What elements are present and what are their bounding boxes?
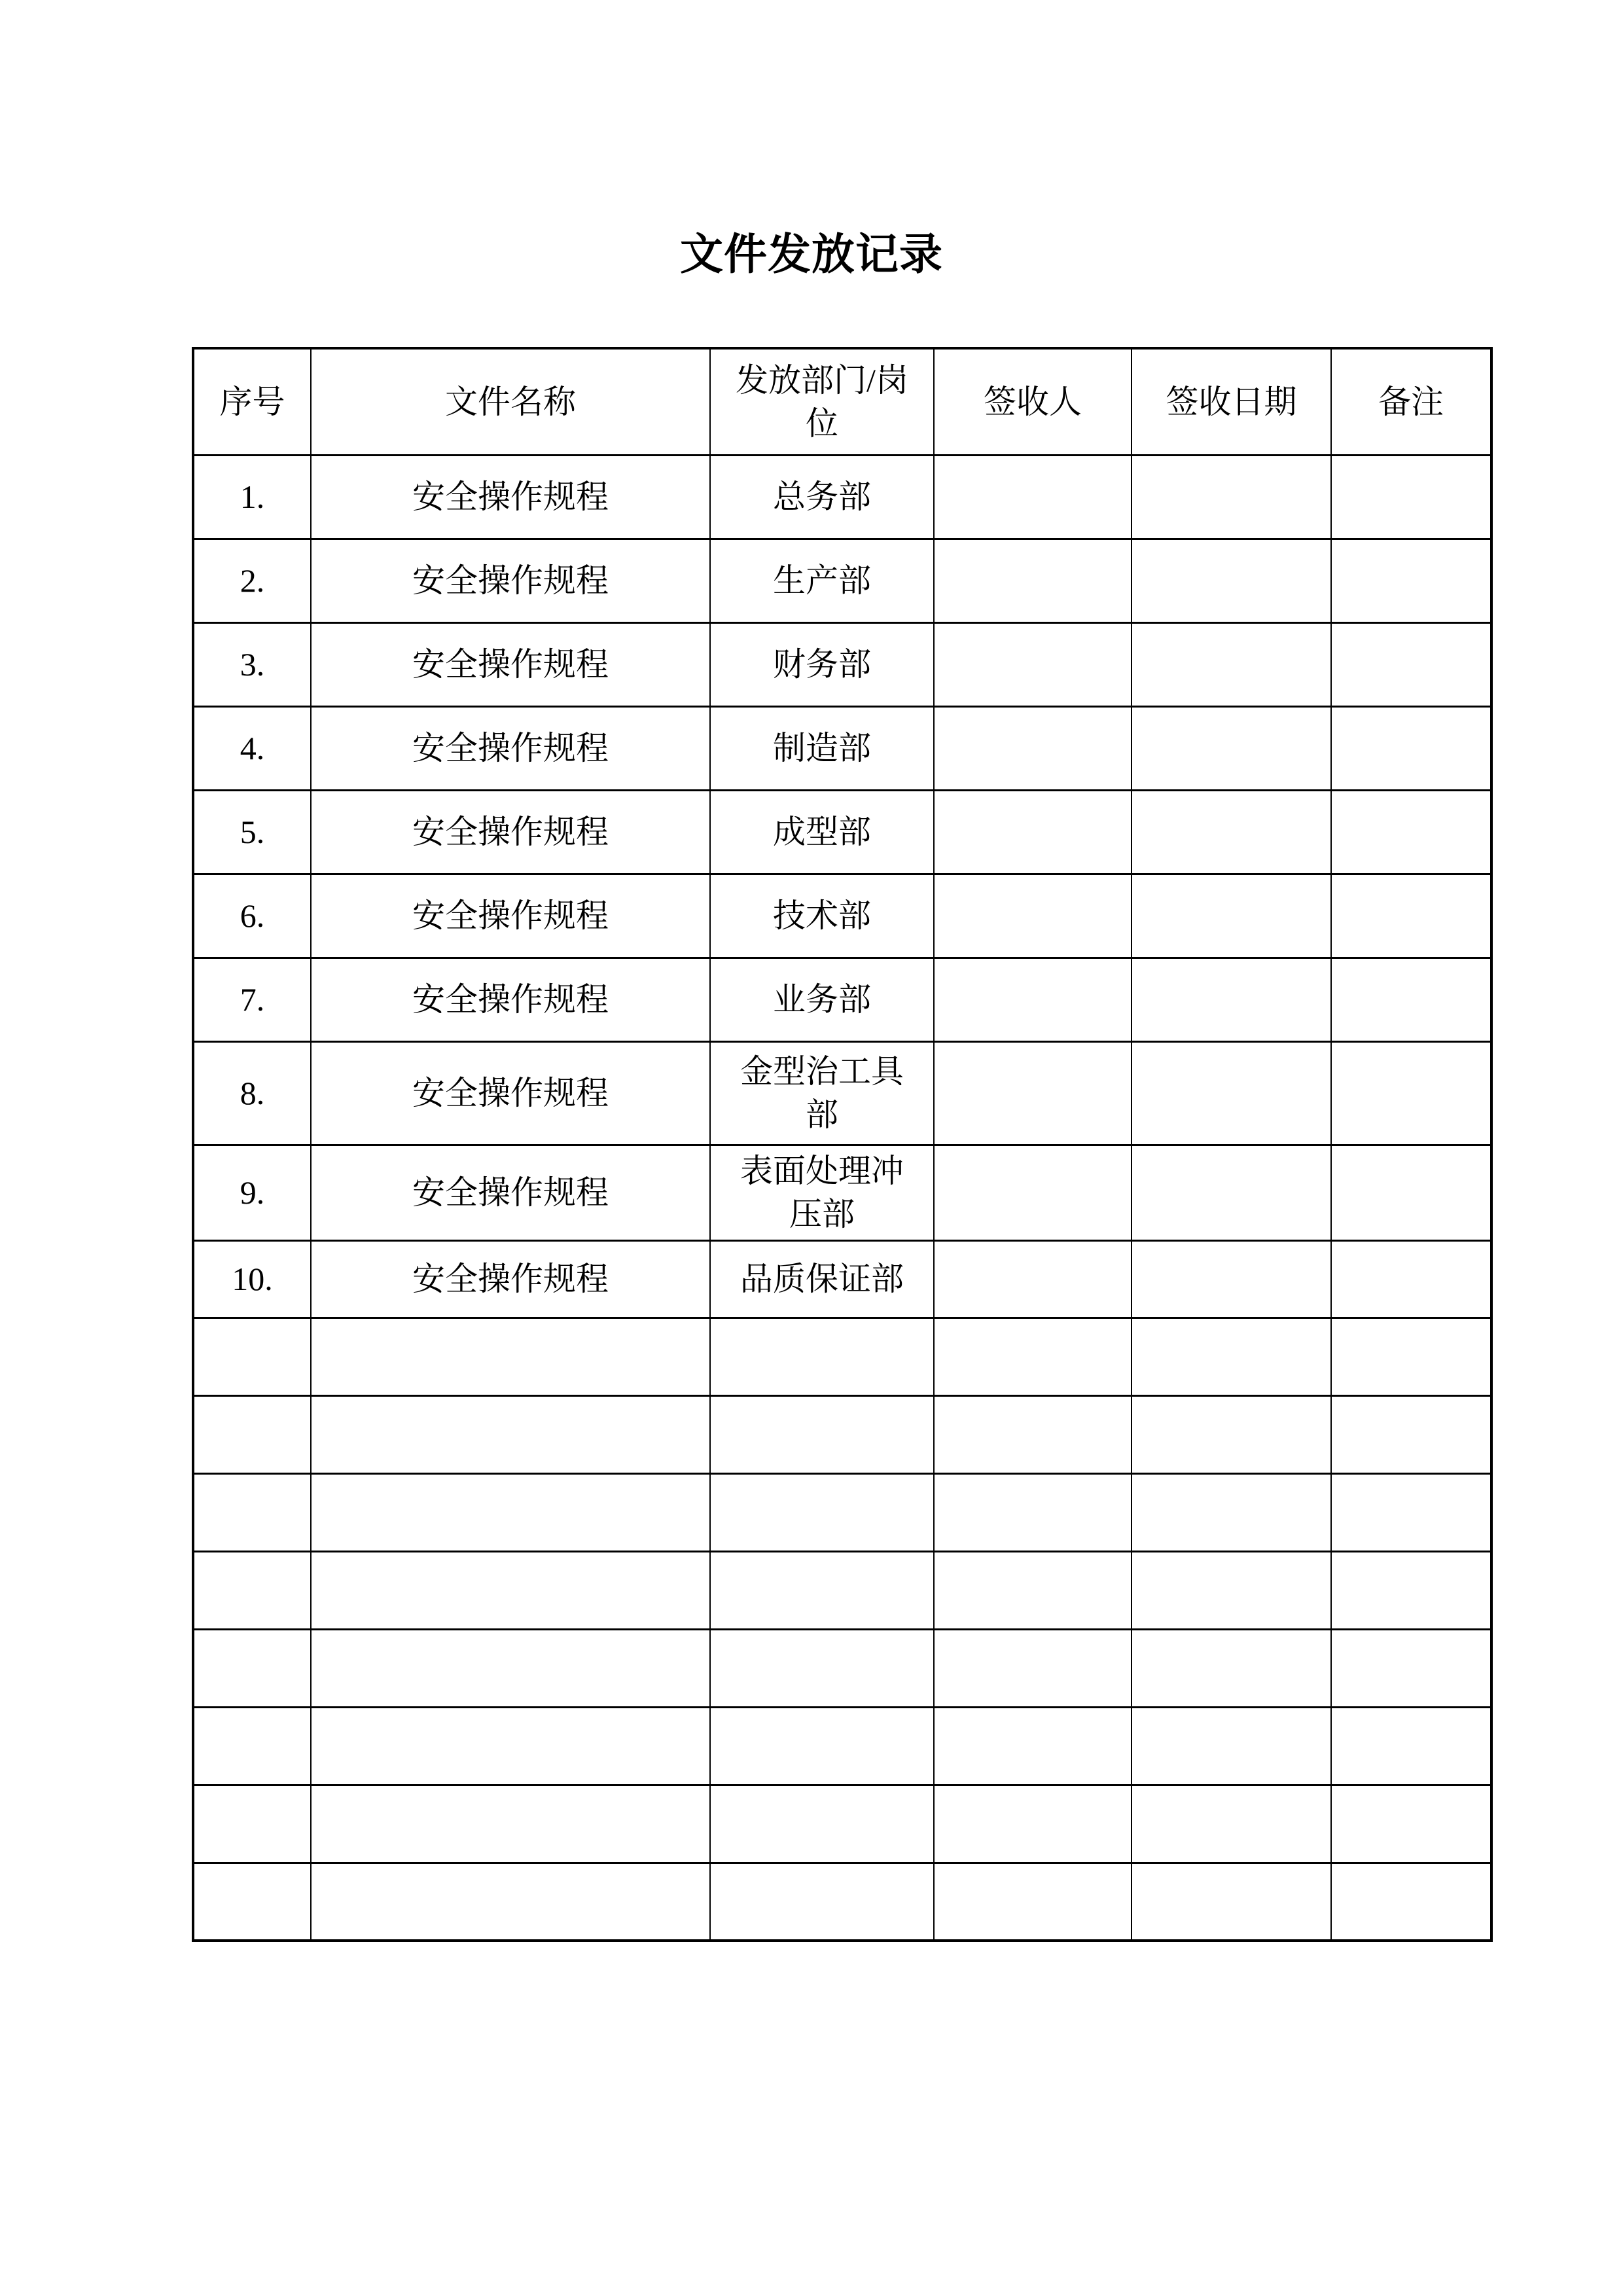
cell-department [710,1551,934,1629]
cell-department: 制造部 [710,706,934,790]
cell-doc-name [311,1629,710,1707]
header-doc-name: 文件名称 [311,348,710,455]
cell-note [1331,455,1491,539]
cell-department: 成型部 [710,790,934,874]
cell-department: 技术部 [710,874,934,958]
table-row-empty [193,1551,1491,1629]
cell-recipient [934,1041,1132,1145]
cell-department: 财务部 [710,622,934,706]
cell-recipient [934,874,1132,958]
cell-sign-date [1132,1707,1331,1785]
table-row [193,455,1491,539]
table-row [193,874,1491,958]
cell-doc-name [311,1863,710,1941]
cell-index [193,1551,311,1629]
table-row-empty [193,1629,1491,1707]
table-row [193,1041,1491,1145]
cell-department: 总务部 [710,455,934,539]
cell-recipient [934,1145,1132,1240]
cell-index [193,1318,311,1395]
cell-sign-date [1132,1145,1331,1240]
cell-note [1331,958,1491,1041]
cell-note [1331,1629,1491,1707]
cell-sign-date [1132,790,1331,874]
cell-sign-date [1132,1318,1331,1395]
cell-doc-name [311,1395,710,1473]
cell-sign-date [1132,455,1331,539]
cell-note [1331,1318,1491,1395]
cell-index [193,1395,311,1473]
cell-recipient [934,1629,1132,1707]
cell-doc-name: 安全操作规程 [311,1041,710,1145]
cell-department [710,1473,934,1551]
cell-department: 生产部 [710,539,934,622]
cell-sign-date [1132,706,1331,790]
cell-index [193,1629,311,1707]
cell-doc-name [311,1707,710,1785]
distribution-record-table [192,347,1493,1942]
cell-department: 表面处理冲压部 [710,1145,934,1240]
cell-doc-name: 安全操作规程 [311,874,710,958]
cell-doc-name: 安全操作规程 [311,1240,710,1318]
header-row [193,348,1491,455]
cell-sign-date [1132,1863,1331,1941]
cell-department [710,1395,934,1473]
cell-doc-name: 安全操作规程 [311,622,710,706]
cell-index [193,1785,311,1863]
table-row-empty [193,1785,1491,1863]
cell-doc-name: 安全操作规程 [311,539,710,622]
cell-department [710,1707,934,1785]
cell-recipient [934,1863,1132,1941]
cell-doc-name [311,1551,710,1629]
cell-sign-date [1132,1629,1331,1707]
table-row [193,790,1491,874]
cell-sign-date [1132,622,1331,706]
cell-recipient [934,1707,1132,1785]
cell-index: 8. [193,1041,311,1145]
cell-sign-date [1132,1785,1331,1863]
cell-department [710,1629,934,1707]
cell-doc-name [311,1473,710,1551]
table-row-empty [193,1318,1491,1395]
cell-doc-name [311,1785,710,1863]
header-sign-date: 签收日期 [1132,348,1331,455]
table-row [193,958,1491,1041]
cell-doc-name: 安全操作规程 [311,958,710,1041]
cell-note [1331,1785,1491,1863]
table-row-empty [193,1863,1491,1941]
cell-sign-date [1132,1473,1331,1551]
cell-note [1331,1240,1491,1318]
cell-department: 业务部 [710,958,934,1041]
cell-recipient [934,1785,1132,1863]
cell-note [1331,874,1491,958]
header-department: 发放部门/岗位 [710,348,934,455]
table-row [193,539,1491,622]
cell-note [1331,622,1491,706]
header-note: 备注 [1331,348,1491,455]
table-row [193,1240,1491,1318]
cell-doc-name: 安全操作规程 [311,455,710,539]
cell-note [1331,1551,1491,1629]
cell-department: 品质保证部 [710,1240,934,1318]
cell-recipient [934,790,1132,874]
cell-recipient [934,1473,1132,1551]
cell-note [1331,1041,1491,1145]
cell-recipient [934,539,1132,622]
cell-recipient [934,1395,1132,1473]
cell-note [1331,1707,1491,1785]
cell-department [710,1318,934,1395]
cell-note [1331,1863,1491,1941]
cell-sign-date [1132,1551,1331,1629]
table-row [193,706,1491,790]
table-row [193,1145,1491,1240]
cell-recipient [934,1551,1132,1629]
cell-note [1331,790,1491,874]
cell-index: 9. [193,1145,311,1240]
cell-index: 3. [193,622,311,706]
cell-index: 10. [193,1240,311,1318]
table-row [193,622,1491,706]
cell-doc-name: 安全操作规程 [311,1145,710,1240]
cell-index: 7. [193,958,311,1041]
cell-index [193,1707,311,1785]
cell-department: 金型治工具部 [710,1041,934,1145]
cell-doc-name [311,1318,710,1395]
header-recipient: 签收人 [934,348,1132,455]
cell-note [1331,539,1491,622]
cell-note [1331,1145,1491,1240]
cell-recipient [934,1318,1132,1395]
cell-note [1331,1473,1491,1551]
cell-index [193,1473,311,1551]
page-title: 文件发放记录 [680,231,943,279]
cell-index: 2. [193,539,311,622]
cell-sign-date [1132,1041,1331,1145]
cell-sign-date [1132,1395,1331,1473]
cell-index: 6. [193,874,311,958]
cell-recipient [934,706,1132,790]
cell-recipient [934,622,1132,706]
table-row-empty [193,1473,1491,1551]
cell-index: 5. [193,790,311,874]
cell-recipient [934,958,1132,1041]
cell-index: 4. [193,706,311,790]
cell-department [710,1863,934,1941]
cell-note [1331,706,1491,790]
cell-index [193,1863,311,1941]
cell-sign-date [1132,874,1331,958]
cell-sign-date [1132,1240,1331,1318]
cell-doc-name: 安全操作规程 [311,706,710,790]
cell-doc-name: 安全操作规程 [311,790,710,874]
cell-sign-date [1132,539,1331,622]
cell-sign-date [1132,958,1331,1041]
cell-recipient [934,1240,1132,1318]
cell-recipient [934,455,1132,539]
table-row-empty [193,1395,1491,1473]
header-index: 序号 [193,348,311,455]
cell-note [1331,1395,1491,1473]
cell-department [710,1785,934,1863]
table-row-empty [193,1707,1491,1785]
cell-index: 1. [193,455,311,539]
